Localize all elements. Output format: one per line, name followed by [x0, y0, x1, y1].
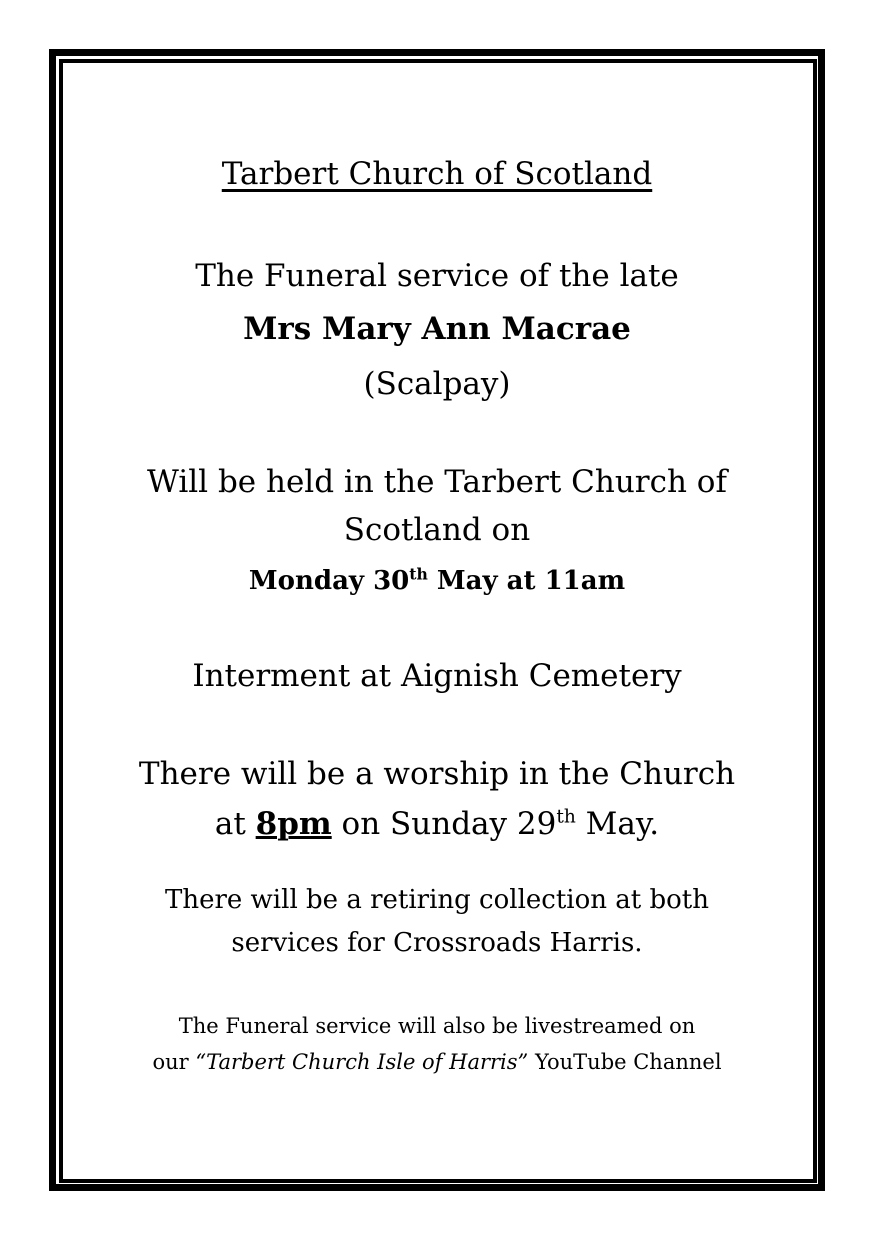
- youtube-channel-name: “Tarbert Church Isle of Harris”: [195, 1050, 529, 1074]
- date-day: Monday 30: [248, 566, 410, 596]
- worship-time: 8pm: [255, 806, 332, 842]
- stream-line-1: The Funeral service will also be livestreamed on: [178, 1014, 696, 1038]
- stream-pre: our: [152, 1050, 196, 1074]
- worship-line-1: There will be a worship in the Church: [138, 756, 736, 792]
- deceased-place: (Scalpay): [363, 366, 511, 402]
- date-rest: May at 11am: [427, 566, 626, 596]
- worship-line-2: [0, 806, 874, 842]
- interment-text: Interment at Aignish Cemetery: [192, 658, 682, 694]
- church-title: Tarbert Church of Scotland: [221, 156, 653, 192]
- worship-sup: th: [556, 806, 576, 828]
- deceased-name: Mrs Mary Ann Macrae: [243, 311, 631, 347]
- worship-post: May.: [575, 806, 660, 842]
- worship-pre: at: [214, 806, 256, 842]
- stream-line-2: [0, 1050, 874, 1074]
- worship-mid: on Sunday 29: [331, 806, 557, 842]
- date-sup: th: [409, 564, 428, 584]
- funeral-date: [0, 566, 874, 596]
- held-line-2: Scotland on: [343, 512, 531, 548]
- collection-line-1: There will be a retiring collection at both: [165, 885, 709, 915]
- stream-post: YouTube Channel: [528, 1050, 722, 1074]
- intro-text: The Funeral service of the late: [195, 258, 679, 294]
- held-line-1: Will be held in the Tarbert Church of: [147, 464, 727, 500]
- collection-line-2: services for Crossroads Harris.: [231, 928, 643, 958]
